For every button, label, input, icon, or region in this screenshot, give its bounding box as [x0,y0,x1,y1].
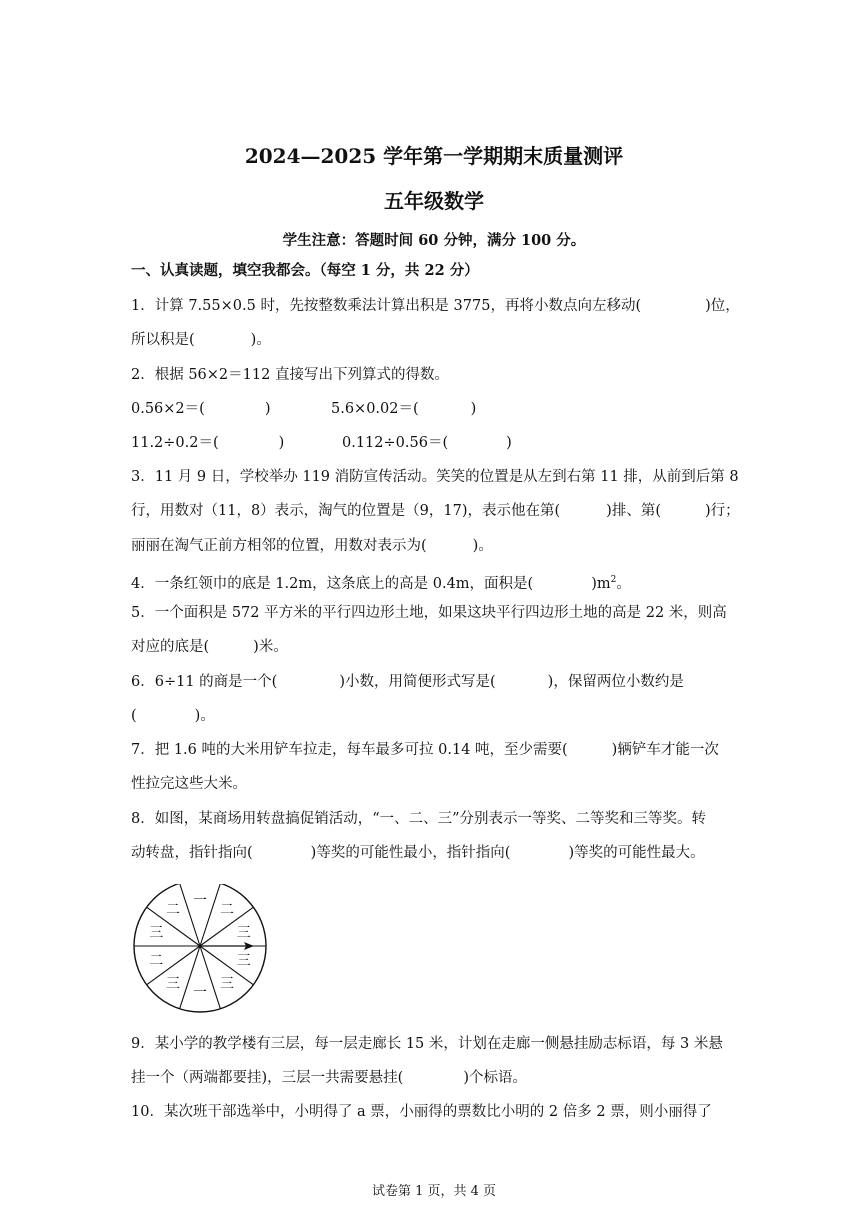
question-6-line-1: 6．6÷11 的商是一个( )小数，用简便形式写是( )，保留两位小数约是 [131,674,684,690]
spinner-sector-label: 二 [220,901,235,918]
question-2-stem: 2．根据 56×2＝112 直接写出下列算式的得数。 [131,367,449,383]
spinner-sector-label: 二 [165,901,180,918]
question-6-line-2: ( )。 [131,708,215,724]
question-9-line-1: 9．某小学的教学楼有三层，每一层走廊长 15 米，计划在走廊一侧悬挂励志标语，每 3 米悬 [131,1036,723,1052]
question-2-expr-1: 0.56×2＝( ) [131,401,271,417]
question-2-expr-4: 0.112÷0.56＝( ) [342,435,512,451]
exam-subtitle: 五年级数学 [384,189,484,213]
question-8-line-1: 8．如图，某商场用转盘搞促销活动，“一、二、三”分别表示一等奖、二等奖和三等奖。转 [131,811,707,827]
prize-spinner [130,884,270,1016]
spinner-sector-label: 二 [149,953,164,970]
exam-title: 2024—2025 学年第一学期期末质量测评 [244,144,624,168]
question-7-line-2: 性拉完这些大米。 [131,776,247,792]
question-10-line-1: 10．某次班干部选举中，小明得了 a 票，小丽得的票数比小明的 2 倍多 2 票，则小丽得了 [131,1104,712,1120]
spinner-sector-label: 三 [236,924,251,941]
question-3-line-2: 行，用数对（11，8）表示，淘气的位置是（9，17)，表示他在第( )排、第( )行； [131,503,740,519]
spinner-sector-label: 三 [220,976,235,993]
section-1-heading: 一、认真读题，填空我都会。（每空 1 分，共 22 分） [131,262,479,279]
question-4: 4．一条红领巾的底是 1.2m，这条底上的高是 0.4m，面积是( )$m^2$。 [131,575,631,592]
question-1-line-1: 1．计算 7.55×0.5 时，先按整数乘法计算出积是 3775，再将小数点向左移动( )位， [131,298,740,314]
spinner-sector-label: 三 [149,924,164,941]
question-3-line-1: 3．11 月 9 日，学校举办 119 消防宣传活动。笑笑的位置是从左到右第 11 排，从前到后第 8 [131,469,739,485]
question-9-line-2: 挂一个（两端都要挂)，三层一共需要悬挂( )个标语。 [131,1070,527,1086]
question-5-line-2: 对应的底是( )米。 [131,639,288,655]
spinner-sector-label: 三 [236,953,251,970]
question-2-expr-2: 5.6×0.02＝( ) [331,401,477,417]
question-3-line-3: 丽丽在淘气正前方相邻的位置，用数对表示为( )。 [131,538,493,554]
question-1-line-2: 所以积是( )。 [131,332,271,348]
page-footer: 试卷第 1 页，共 4 页 [371,1184,497,1199]
question-7-line-1: 7．把 1.6 吨的大米用铲车拉走，每车最多可拉 0.14 吨，至少需要( )辆铲车才能一次 [131,742,719,758]
question-2-expr-3: 11.2÷0.2＝( ) [131,435,285,451]
spinner-sector-label: 一 [193,985,207,1001]
exam-notice: 学生注意：答题时间 60 分钟，满分 100 分。 [282,232,586,249]
spinner-sector-label: 一 [193,893,207,909]
spinner-sector-label: 三 [165,976,180,993]
question-5-line-1: 5．一个面积是 572 平方米的平行四边形土地，如果这块平行四边形土地的高是 22 米，则高 [131,605,727,621]
question-8-line-2: 动转盘，指针指向( )等奖的可能性最小，指针指向( )等奖的可能性最大。 [131,845,705,861]
